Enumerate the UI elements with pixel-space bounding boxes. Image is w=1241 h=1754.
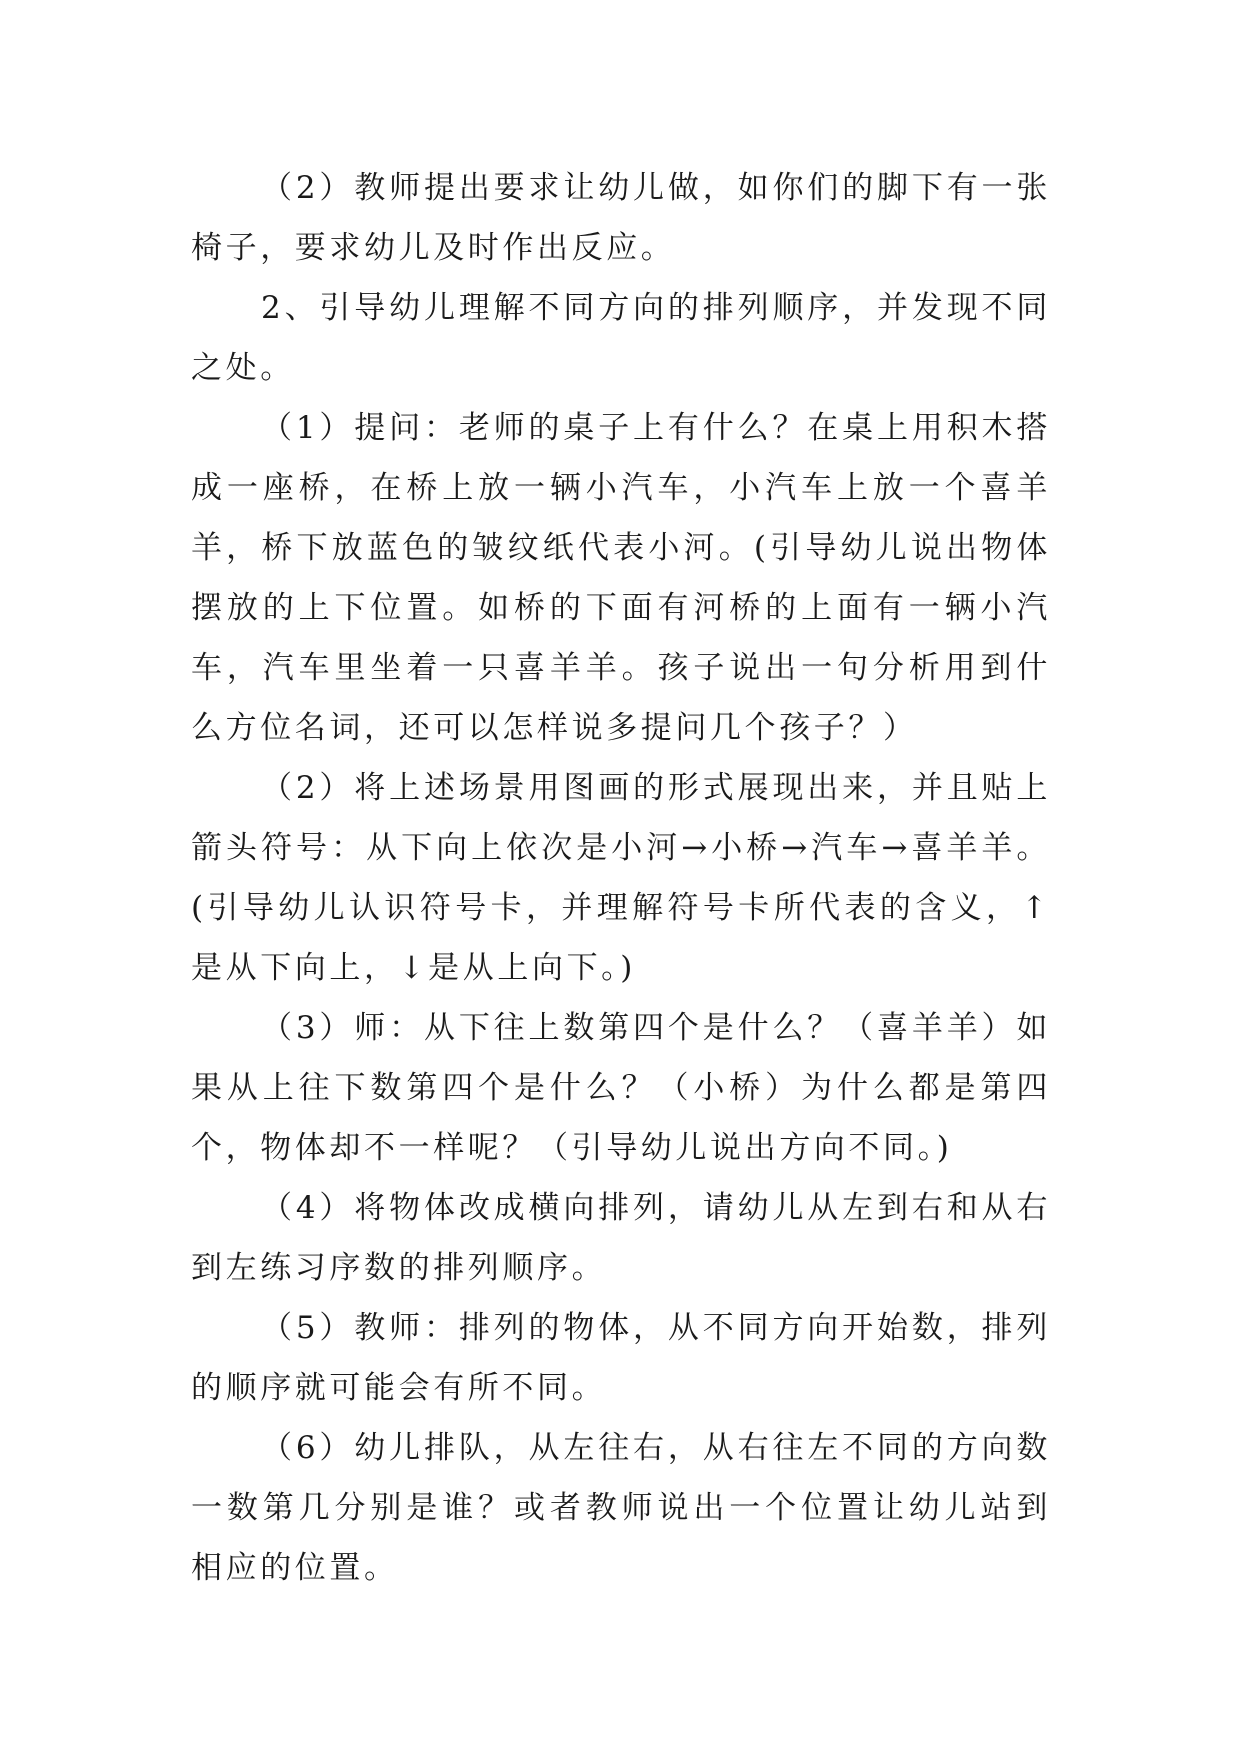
paragraph-children-line-up: （6）幼儿排队，从左往右，从右往左不同的方向数一数第几分别是谁？或者教师说出一个位置让幼儿站到相应的位置。 — [191, 1430, 1051, 1586]
paragraph-teacher-instruction: （2）教师提出要求让幼儿做，如你们的脚下有一张椅子，要求幼儿及时作出反应。 — [191, 170, 1051, 266]
paragraph-horizontal-arrangement: （4）将物体改成横向排列，请幼儿从左到右和从右到左练习序数的排列顺序。 — [191, 1190, 1051, 1286]
paragraph-section-2-heading: 2、引导幼儿理解不同方向的排列顺序，并发现不同之处。 — [191, 290, 1051, 386]
paragraph-count-fourth: （3）师：从下往上数第四个是什么？（喜羊羊）如果从上往下数第四个是什么？（小桥）为什么都是第四个，物体却不一样呢？（引导幼儿说出方向不同。) — [191, 1010, 1051, 1166]
paragraph-teacher-summary: （5）教师：排列的物体，从不同方向开始数，排列的顺序就可能会有所不同。 — [191, 1310, 1051, 1406]
paragraph-arrow-symbols: （2）将上述场景用图画的形式展现出来，并且贴上箭头符号：从下向上依次是小河→小桥→汽车→喜羊羊。(引导幼儿认识符号卡，并理解符号卡所代表的含义，↑是从下向上，↓是从上向下。) — [191, 770, 1051, 986]
document-body — [191, 158, 1051, 1598]
paragraph-question-desk: （1）提问：老师的桌子上有什么？在桌上用积木搭成一座桥，在桥上放一辆小汽车，小汽车上放一个喜羊羊，桥下放蓝色的皱纹纸代表小河。(引导幼儿说出物体摆放的上下位置。如桥的下面有河桥的上面有一辆小汽车，汽车里坐着一只喜羊羊。孩子说出一句分析用到什么方位名词，还可以怎样说多提问几个孩子？） — [191, 410, 1051, 746]
